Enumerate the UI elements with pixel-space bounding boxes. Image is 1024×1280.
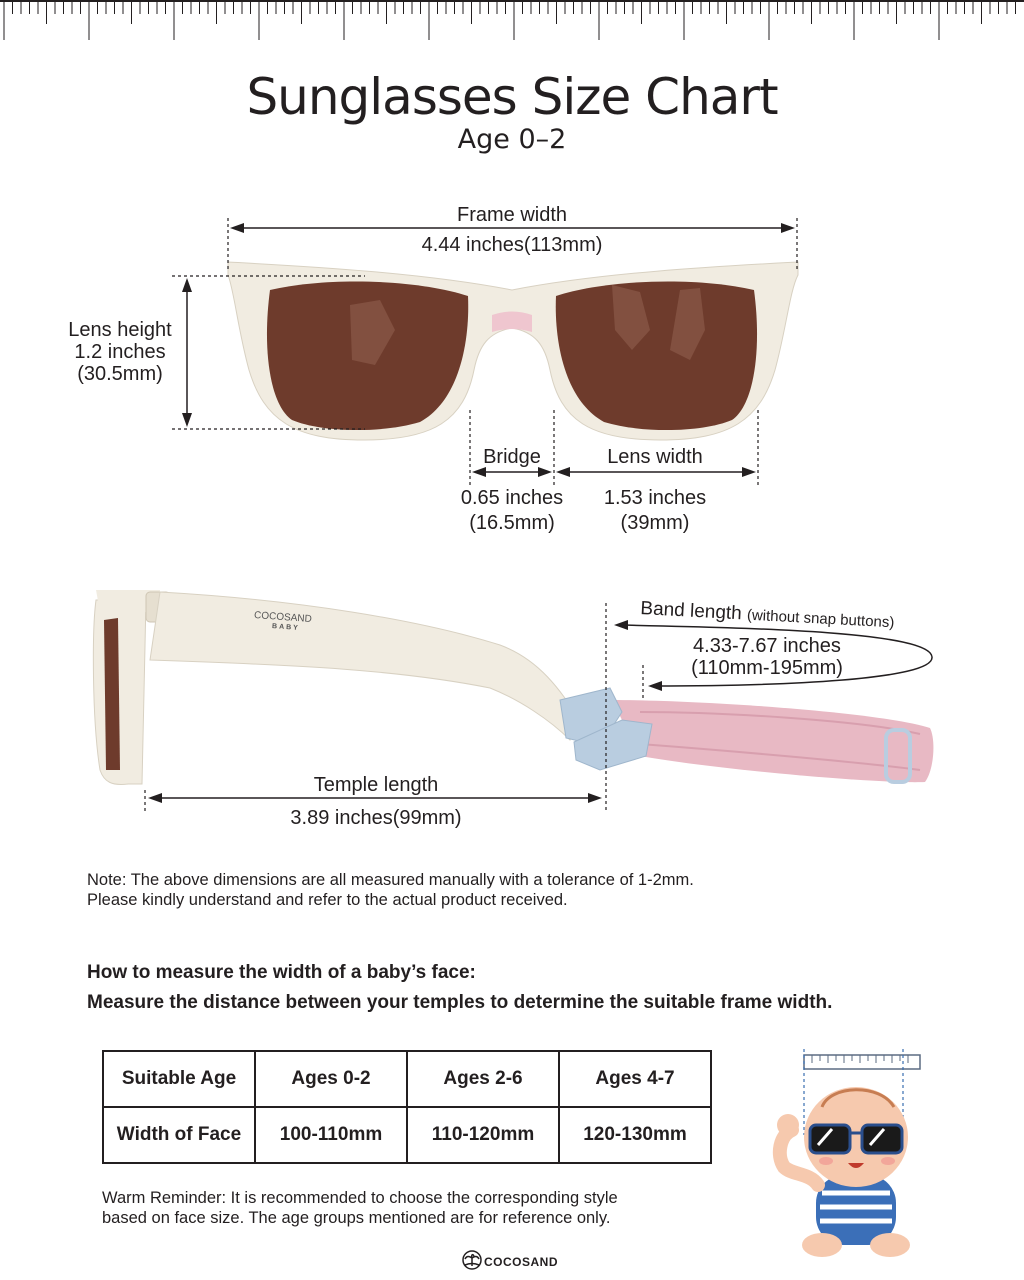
page-title: Sunglasses Size Chart [246,68,778,126]
table-cell: 100-110mm [255,1107,407,1163]
warm-reminder [102,1188,618,1228]
howto-instruction: Measure the distance between your temples to determine the suitable frame width. [87,992,833,1013]
bridge-mm: (16.5mm) [469,512,555,534]
bridge-inches: 0.65 inches [460,487,564,509]
howto-heading: How to measure the width of a baby’s face: [87,962,476,983]
table-cell: Ages 2-6 [407,1051,559,1107]
frame-width-value: 4.44 inches(113mm) [421,234,603,256]
temple-length-label: Temple length [313,774,439,796]
lens-height-label: Lens height [68,319,172,341]
band-length-inches: 4.33-7.67 inches [693,635,841,657]
table-cell: Ages 4-7 [559,1051,711,1107]
lens-width-label: Lens width [607,446,703,468]
baby-illustration [770,1045,930,1260]
lens-width-inches: 1.53 inches [603,487,707,509]
lens-width-mm: (39mm) [620,512,690,534]
reminder-line-2: based on face size. The age groups mentioned are for reference only. [102,1209,611,1227]
temple-brand-sub: BABY [271,623,301,632]
table-cell: Width of Face [103,1107,255,1163]
lens-height-mm: (30.5mm) [77,363,163,385]
table-cell: Suitable Age [103,1051,255,1107]
band-length-note: (without snap buttons) [746,606,895,632]
ruler-decoration [0,0,1024,42]
frame-width-label: Frame width [456,204,568,226]
bridge-label: Bridge [483,446,541,468]
table-cell: Ages 0-2 [255,1051,407,1107]
brand-name: COCOSAND [484,1255,559,1269]
temple-brand-text: COCOSAND [253,609,313,626]
band-length-mm: (110mm-195mm) [691,657,843,679]
lens-height-inches: 1.2 inches [74,341,166,363]
page-subtitle: Age 0–2 [457,124,567,155]
measurement-note [87,870,694,910]
sunglasses-front-image [228,262,798,440]
reminder-line-1: Warm Reminder: It is recommended to choose the corresponding style [102,1189,618,1207]
table-cell: 120-130mm [559,1107,711,1163]
size-table [102,1050,712,1164]
palm-tree-logo-icon [462,1250,482,1270]
table-row [103,1051,711,1107]
table-cell: 110-120mm [407,1107,559,1163]
howto-section [87,958,832,1018]
table-row [103,1107,711,1163]
note-line-2: Please kindly understand and refer to the actual product received. [87,891,568,909]
band-length-label: Band length [639,598,743,625]
note-line-1: Note: The above dimensions are all measured manually with a tolerance of 1-2mm. [87,871,694,889]
temple-length-value: 3.89 inches(99mm) [290,807,462,829]
